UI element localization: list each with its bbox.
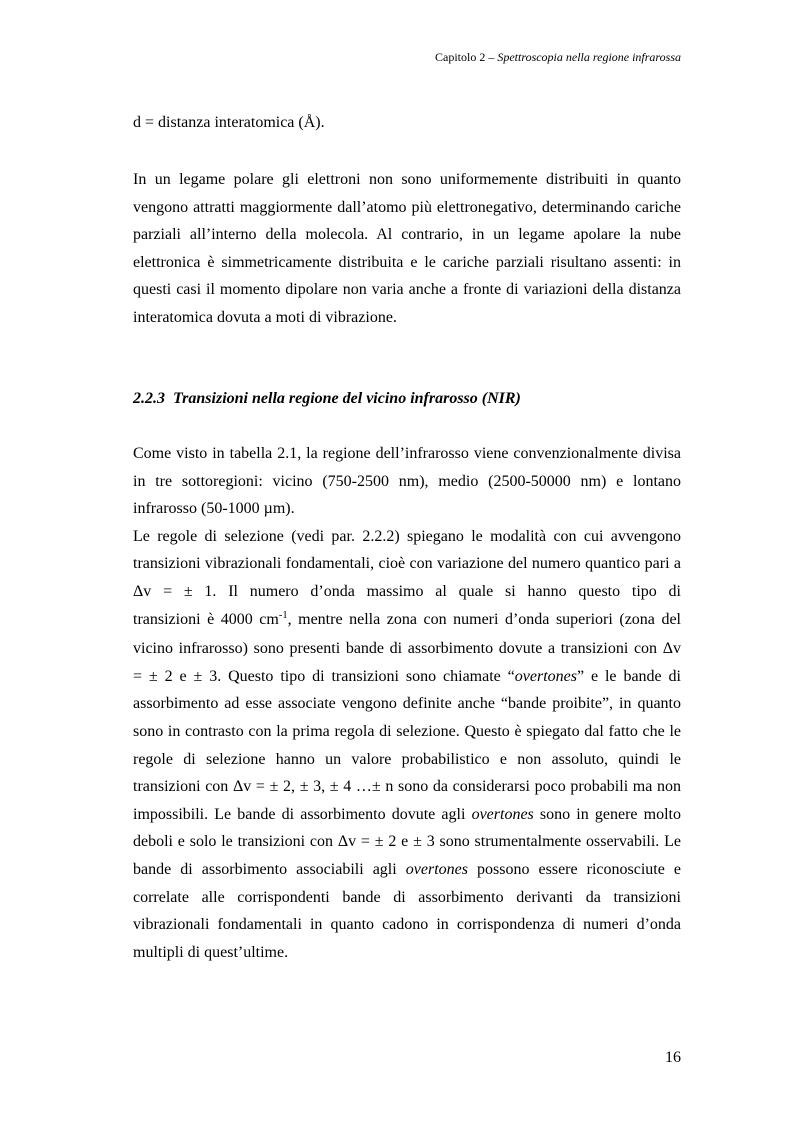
text-run: impossibili. Le bande di assorbimento dovute agli: [133, 805, 472, 823]
text-run: in tre sottoregioni: vicino (750-2500 nm), medio (2500-50000 nm) e lontano: [133, 472, 681, 490]
italic-term: overtones: [471, 805, 534, 823]
text-run: Δv = ± 1. Il numero d’onda massimo al quale si hanno questo tipo di: [133, 582, 681, 600]
text-run: questi casi il momento dipolare non varia anche a fronte di variazioni della distanza: [133, 281, 681, 299]
text-run: vibrazionali fondamentali in quanto cadono in corrispondenza di numeri d’onda: [133, 916, 681, 934]
text-run: infrarosso (50-1000 µm).: [133, 500, 295, 518]
paragraph-nir-regions: [133, 440, 681, 523]
text-run: Come visto in tabella 2.1, la regione dell’infrarosso viene convenzionalmente divisa: [133, 445, 681, 462]
text-line: [133, 109, 681, 137]
text-line: [133, 663, 681, 691]
superscript: -1: [278, 609, 288, 621]
text-line: [133, 550, 681, 578]
italic-term: overtones: [405, 860, 468, 878]
text-line: [133, 249, 681, 277]
text-run: sono in contrasto con la prima regola di selezione. Questo è spiegato dal fatto che le: [133, 722, 681, 740]
text-run: = ± 2 e ± 3. Questo tipo di transizioni sono chiamate “: [133, 667, 515, 685]
text-line: [133, 911, 681, 939]
text-line: [133, 304, 681, 332]
text-run: possono essere riconosciute e: [467, 860, 682, 878]
chapter-label: Capitolo 2 –: [435, 50, 498, 64]
text-run: parziali all’interno della molecola. Al contrario, in un legame apolare la nube: [133, 226, 681, 244]
text-line: [133, 635, 681, 663]
text-run: d = distanza interatomica (Å).: [133, 114, 325, 131]
text-line: [133, 884, 681, 912]
text-run: multipli di quest’ultime.: [133, 943, 289, 961]
paragraph-selection-rules: [133, 523, 681, 967]
text-line: [133, 166, 681, 194]
text-line: [133, 773, 681, 801]
text-run: regole di selezione hanno un valore probabilistico e non assoluto, quindi le: [133, 750, 681, 768]
text-line: [133, 468, 681, 496]
text-run: bande di assorbimento associabili agli: [133, 860, 406, 878]
text-line: [133, 523, 681, 551]
italic-term: overtones: [514, 667, 577, 685]
text-line: [133, 606, 681, 636]
text-run: transizioni con Δv = ± 2, ± 3, ± 4 …± n sono da considerarsi poco probabili ma non: [133, 778, 681, 796]
text-run: transizioni è 4000 cm: [133, 610, 279, 628]
text-line: [133, 690, 681, 718]
text-line: [133, 718, 681, 746]
text-line: [133, 495, 681, 523]
text-line: [133, 194, 681, 222]
text-line: [133, 801, 681, 829]
text-line: [133, 746, 681, 774]
definition-line: [133, 109, 681, 137]
text-run: ” e le bande di: [576, 667, 681, 685]
text-run: deboli e solo le transizioni con Δv = ± 2 e ± 3 sono strumentalmente osservabili. Le: [133, 833, 681, 851]
text-run: elettronica è simmetricamente distribuita e le cariche parziali risultano assenti: in: [133, 253, 681, 271]
running-header: [435, 50, 681, 64]
text-line: [133, 276, 681, 304]
page-number: 16: [665, 1049, 681, 1066]
text-run: In un legame polare gli elettroni non sono uniformemente distribuiti in quanto: [133, 171, 681, 188]
text-line: [133, 440, 681, 468]
paragraph-dipole: [133, 166, 681, 332]
text-run: transizioni vibrazionali fondamentali, cioè con variazione del numero quantico pari a: [133, 555, 681, 573]
text-run: correlate alle corrispondenti bande di assorbimento derivanti da transizioni: [133, 888, 681, 906]
text-run: vengono attratti maggiormente dall’atomo più elettronegativo, determinando cariche: [133, 198, 681, 216]
text-run: Le regole di selezione (vedi par. 2.2.2) spiegano le modalità con cui avvengono: [133, 527, 681, 545]
text-line: [133, 578, 681, 606]
text-line: [133, 828, 681, 856]
text-run: vicino infrarosso) sono presenti bande di assorbimento dovute a transizioni con Δv: [133, 640, 681, 658]
text-run: sono in genere molto: [533, 805, 682, 823]
text-run: assorbimento ad esse associate vengono definite anche “bande proibite”, in quanto: [133, 695, 681, 713]
text-run: interatomica dovuta a moti di vibrazione.: [133, 308, 397, 326]
section-heading: 2.2.3 Transizioni nella regione del vicino infrarosso (NIR): [133, 390, 521, 407]
text-run: , mentre nella zona con numeri d’onda superiori (zona del: [287, 610, 681, 628]
text-line: [133, 856, 681, 884]
chapter-title: Spettroscopia nella regione infrarossa: [497, 50, 681, 64]
text-line: [133, 221, 681, 249]
text-line: [133, 939, 681, 967]
